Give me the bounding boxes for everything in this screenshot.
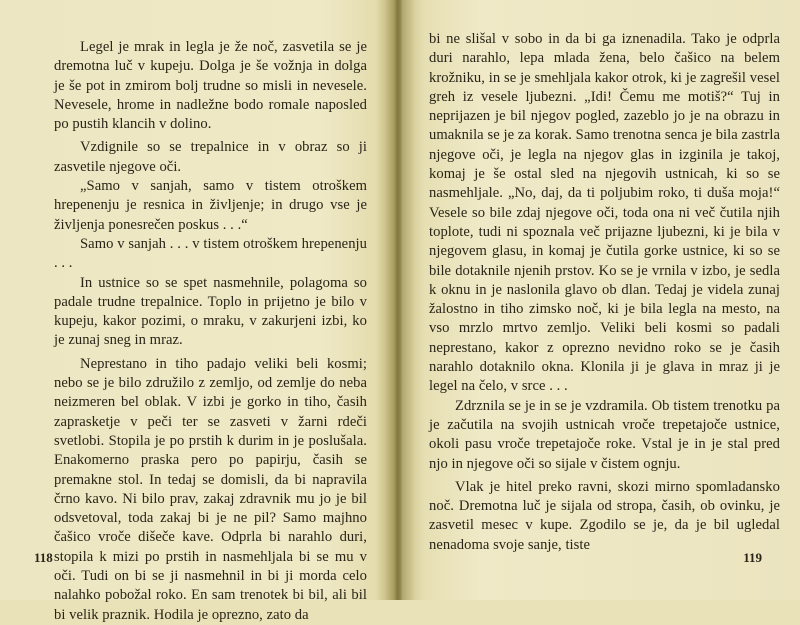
paragraph: Vlak je hitel preko ravni, skozi mirno spomladansko noč. Dremotna luč je sijala od stropa, časih, ob ovinku, je zasvetil mesec v kupe. Zgodilo se je, da je bil ugledal nenadoma svoje sanje, tiste [429,478,780,553]
paragraph: In ustnice so se spet nasmehnile, polagoma so padale trudne trepalnice. Toplo in prijetno je bilo v kupeju, kakor pozimi, o mraku, v zakurjeni izbi, ko je zunaj sneg in mraz. [54,274,367,349]
right-page-text [429,30,780,555]
left-page-text [54,38,367,625]
left-page [0,0,395,623]
right-page [405,0,800,600]
paragraph: Legel je mrak in legla je že noč, zasvetila se je dremotna luč v kupeju. Dolga je še vožnja in dolga je še pot in zmirom bolj trudne so misli in nevesele. Nevesele, hrome in nadležne bodo romale naposled po pustih klancih v dolino. [54,39,367,133]
page-number: 118 [34,550,53,565]
paragraph: „Samo v sanjah, samo v tistem otroškem hrepenenju je resnica in življenje; in drugo vse je življenja ponesrečen poskus . . .“ [54,178,367,233]
paragraph: Vzdignile so se trepalnice in v obraz so ji zasvetile njegove oči. [54,139,367,175]
paragraph: Zdrznila se je in se je vzdramila. Ob tistem trenotku pa je začutila na svojih ustnicah vroče trepetajoče ustnice, okoli pasu vroče trepetajoče roke. Vstal je in je stal pred njo in njegove oči so sijale v čistem ognju. [429,397,780,472]
page-number: 119 [743,550,762,565]
paragraph: Neprestano in tiho padajo veliki beli kosmi; nebo se je bilo združilo z zemljo, od zemlje do neba neizmeren bel oblak. V izbi je gorko in tiho, časih zaprasketje v peči ter se zasveti v žarni rdeči svetlobi. Stopila je po prstih k durim in je poslušala. Enakomerno praska pero po papirju, časih se premakne stol. In tedaj se domisli, da bi napravila črno kavo. Ni bilo prav, zakaj zdravnik mu jo je bil odsvetoval, toda zakaj bi je ne pil? Samo majhno čašico vroče dišeče kave. Odprla bi narahlo duri, stopila k mizi po prstih in nasmehljala bi se mu v oči. Tudi on bi se ji nasmehnil in bi ji morda celo nalahko pobožal roko. En sam trenotek bi bil, ali bil bi velik praznik. Hodila je oprezno, zato da [54,355,367,623]
paragraph: bi ne slišal v sobo in da bi ga iznenadila. Tako je odprla duri narahlo, lepa mlada žena, belo čašico na belem krožniku, in se je smehljala kakor otrok, ki je zagrešil vesel greh iz vesele ljubezni. „Idi! Čemu me motiš?“ Tuj in neprijazen je bil njegov pogled, zazeblo jo je na obrazu in umaknila se je za korak. Samo trenotna senca je bila zastrla njegove oči, je legla na njegov glas in izginila je takoj, komaj je še ostal sled na njegovih ustnicah, ki so se nasmehljale. „No, daj, da ti poljubim roko, ti duša moja!“ Vesele so bile zdaj njegove oči, toda ona ni več čutila njih toplote, tudi ni spoznala več prijazne ljubezni, ki je bila v njegovem glasu, in komaj je čutila gorke ustnice, ki so se bile dotaknile njenih prstov. Ko se je vrnila v izbo, je sedla k oknu in je naslonila glavo ob dlan. Tedaj je videla zunaj žalostno in tiho zimsko noč, ki je bila legla na mesto, na vso mrzlo mrtvo zemljo. Veliki beli kosmi so padali neprestano, kakor z oprezno nevidno roko se je časih narahlo dotaknilo okna. Klonila ji je glava in mraz ji je legel na čelo, v srce . . . [429,31,780,395]
paragraph: Samo v sanjah . . . v tistem otroškem hrepenenju . . . [54,235,367,272]
